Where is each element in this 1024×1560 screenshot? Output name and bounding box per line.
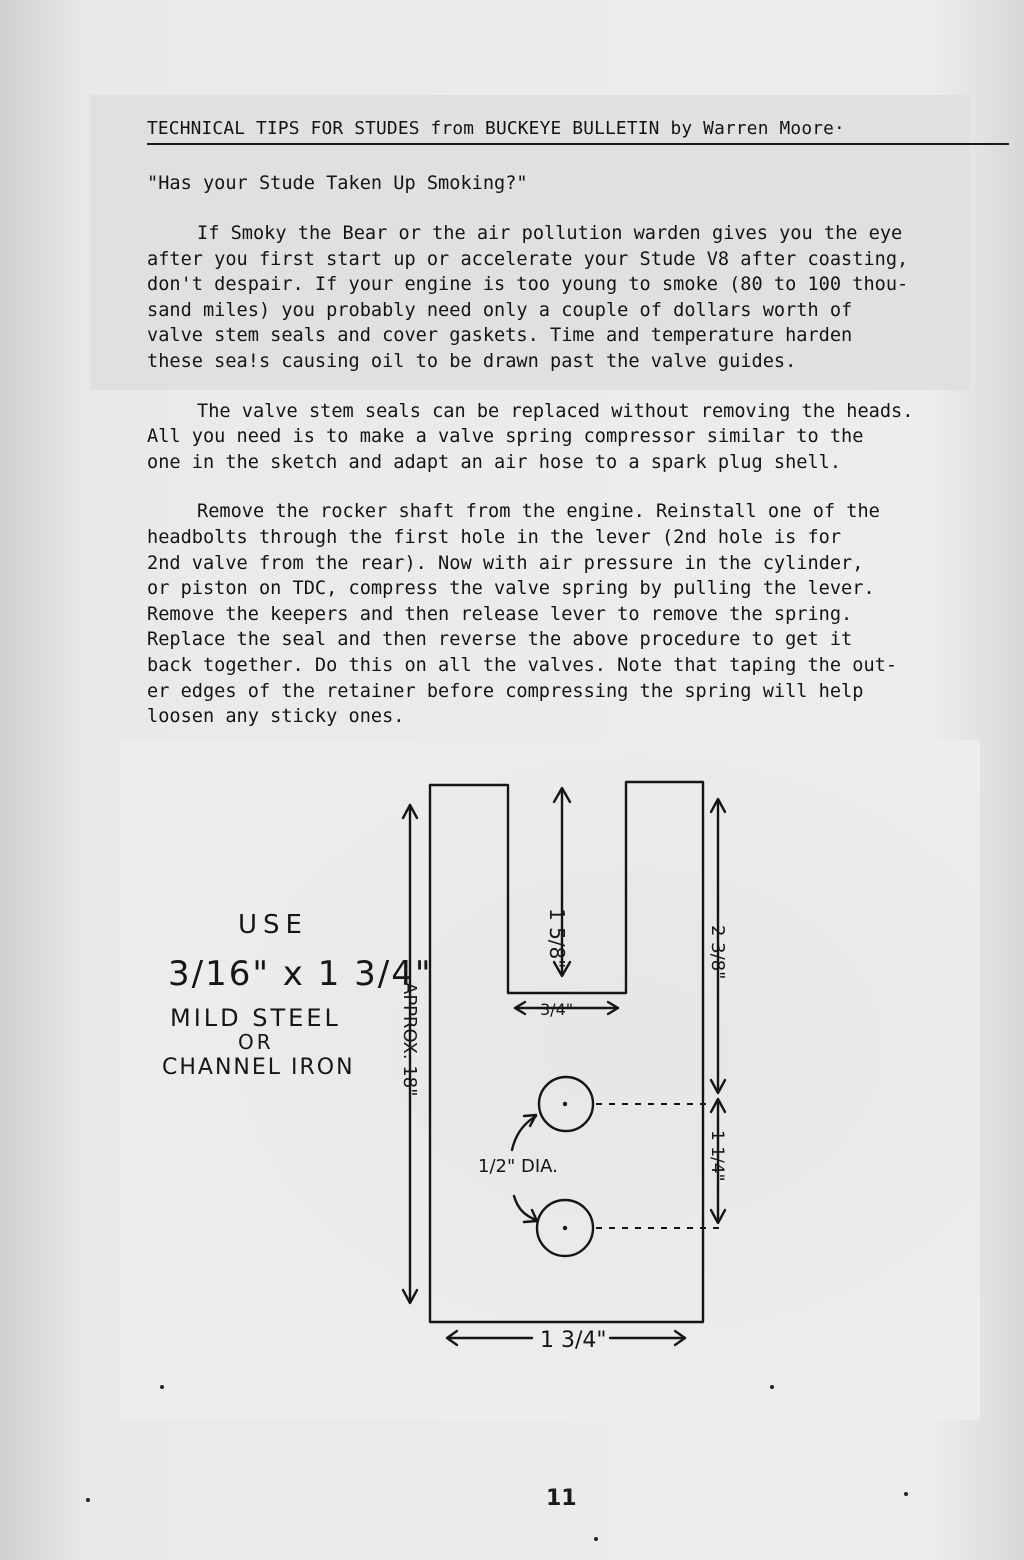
hole-lower-center xyxy=(563,1226,567,1230)
slot-depth-label: 1 5/8" xyxy=(545,908,569,969)
material-use: USE xyxy=(238,910,308,940)
hole-spacing-label: 1 1/4" xyxy=(707,1130,727,1182)
hole-upper-center xyxy=(563,1102,567,1106)
hole-diameter-label: 1/2" DIA. xyxy=(478,1156,558,1177)
material-size: 3/16" x 1 3/4" xyxy=(168,954,433,994)
overall-length-label: APPROX. 18" xyxy=(399,982,420,1097)
article-header: TECHNICAL TIPS FOR STUDES from BUCKEYE BULLETIN by Warren Moore· xyxy=(147,116,1009,145)
paragraph-seals: The valve stem seals can be replaced without removing the heads. All you need is to make a valve spring compressor similar to the one in the sketch and adapt an air hose to a spark plug shell. xyxy=(147,400,914,473)
scan-speck xyxy=(160,1385,164,1389)
page-number: 11 xyxy=(546,1486,577,1511)
material-channel-iron: CHANNEL IRON xyxy=(162,1055,355,1080)
scan-speck xyxy=(904,1492,908,1496)
scan-speck xyxy=(594,1537,598,1541)
article-subtitle: "Has your Stude Taken Up Smoking?" xyxy=(147,173,528,194)
right-upper-dim-label: 2 3/8" xyxy=(707,925,728,980)
paragraph-smoke: If Smoky the Bear or the air pollution warden gives you the eye after you first start up or accelerate your Stude V8 after coasting, don't despair. If your engine is too young to smoke (80 to 100 thou- sand miles) you probably need only a couple of dollars worth of valve stem seals and cover gaskets. Time and temperature harden these sea!s causing oil to be drawn past the valve guides. xyxy=(147,223,909,372)
slot-width-label: 3/4" xyxy=(540,1000,574,1019)
scan-speck xyxy=(770,1385,774,1389)
scan-speck xyxy=(86,1498,90,1502)
lever-outline xyxy=(430,782,703,1322)
bar-width-label: 1 3/4" xyxy=(540,1328,607,1353)
material-or: OR xyxy=(238,1030,274,1054)
diameter-pointer-lower xyxy=(514,1196,536,1220)
material-mild-steel: MILD STEEL xyxy=(170,1004,341,1032)
paragraph-procedure: Remove the rocker shaft from the engine. Reinstall one of the headbolts through the first hole in the lever (2nd hole is for 2nd valve from the rear). Now with air pressure in the cylinder, or piston on TDC, compress the valve spring by pulling the lever. Remove the keepers and then release lever to remove the spring. Replace the seal and then reverse the above procedure to get it back together. Do this on all the valves. Note that taping the out- er edges of the retainer before compressing the spring will help loosen any sticky ones. xyxy=(147,501,898,728)
